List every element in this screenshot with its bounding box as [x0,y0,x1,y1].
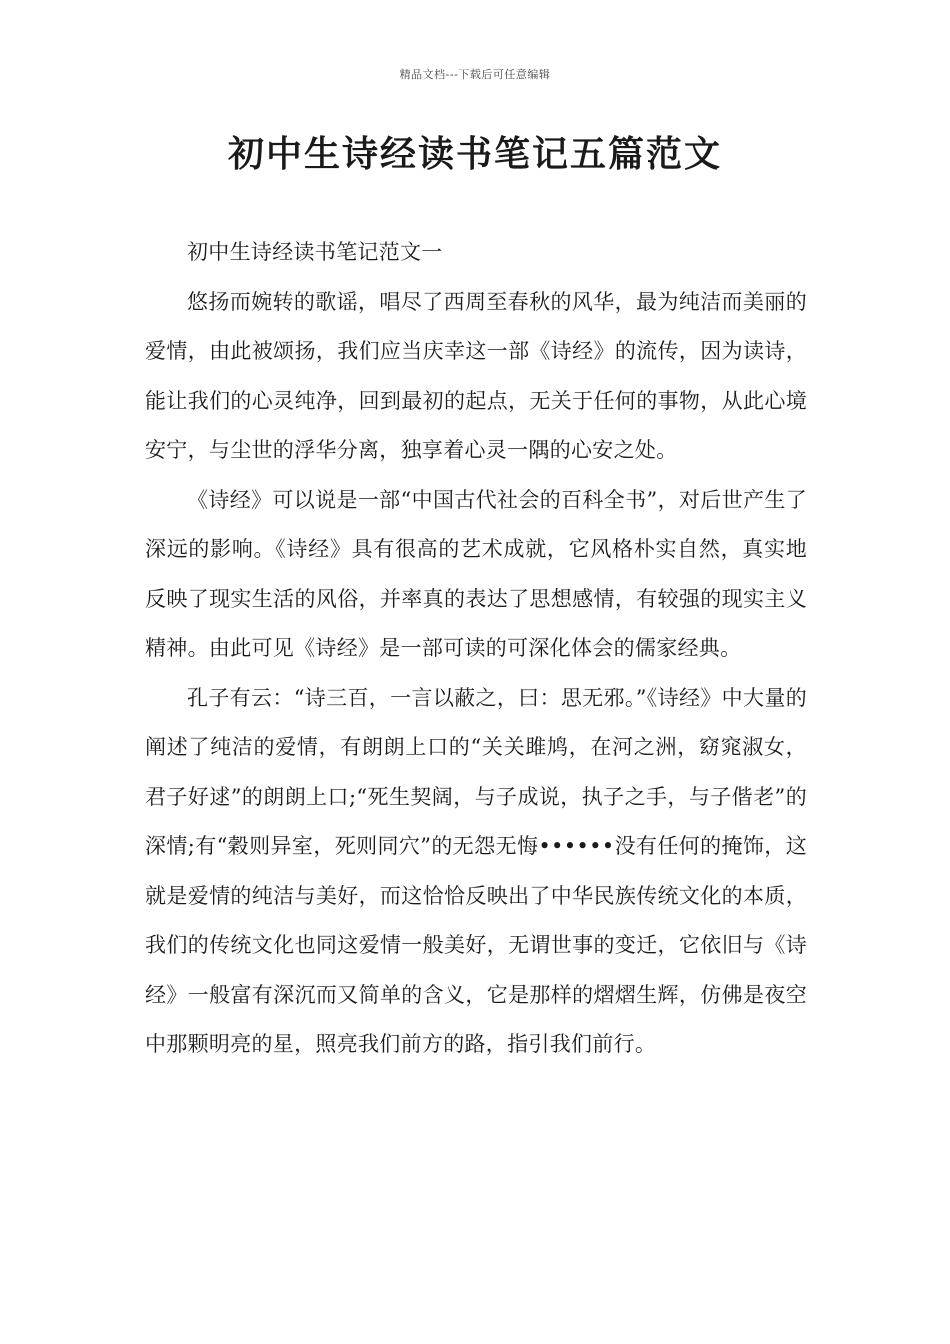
paragraph: 孔子有云：“诗三百，一言以蔽之，曰：思无邪。”《诗经》中大量的阐述了纯洁的爱情，有朗朗上口的“关关雎鸠，在河之洲，窈窕淑女，君子好逑”的朗朗上口;“死生契阔，与子成说，执子之手，与子偕老”的深情;有“穀则异室，死则同穴”的无怨无悔••••••没有任何的掩饰，这就是爱情的纯洁与美好，而这恰恰反映出了中华民族传统文化的本质，我们的传统文化也同这爱情一般美好，无谓世事的变迁，它依旧与《诗经》一般富有深沉而又简单的含义，它是那样的熠熠生辉，仿佛是夜空中那颗明亮的星，照亮我们前方的路，指引我们前行。 [145,685,807,1056]
paragraph: 悠扬而婉转的歌谣，唱尽了西周至春秋的风华，最为纯洁而美丽的爱情，由此被颂扬，我们应当庆幸这一部《诗经》的流传，因为读诗，能让我们的心灵纯净，回到最初的起点，无关于任何的事物，从此心境安宁，与尘世的浮华分离，独享着心灵一隅的心安之处。 [145,289,807,462]
document-title: 初中生诗经读书笔记五篇范文 [227,133,722,175]
page-header: 精品文档---下载后可任意编辑 [399,68,551,81]
paragraph: 《诗经》可以说是一部“中国古代社会的百科全书”，对后世产生了深远的影响。《诗经》具有很高的艺术成就，它风格朴实自然，真实地反映了现实生活的风俗，并率真的表达了思想感情，有较强的现实主义精神。由此可见《诗经》是一部可读的可深化体会的儒家经典。 [145,487,807,660]
document-body [145,228,807,1070]
section-heading: 初中生诗经读书笔记范文一 [187,240,443,264]
